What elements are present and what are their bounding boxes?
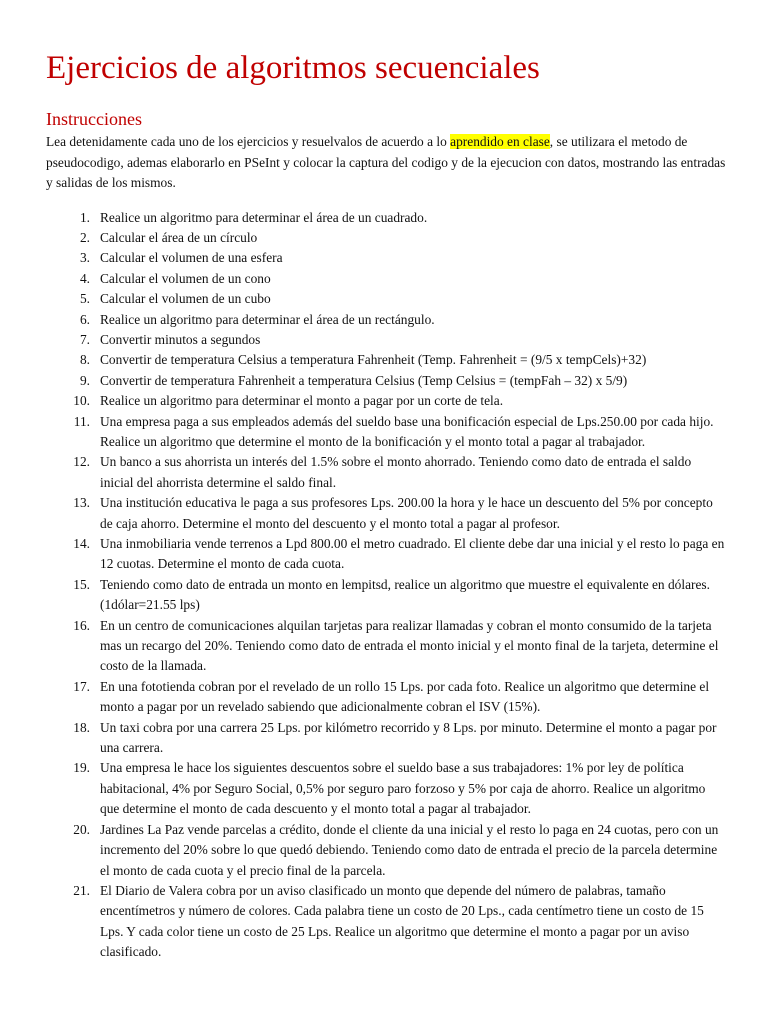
intro-paragraph	[46, 132, 726, 194]
list-item-number-column	[46, 391, 100, 411]
list-item-number: 14.	[73, 536, 90, 551]
list-item-text: Un taxi cobra por una carrera 25 Lps. por kilómetro recorrido y 8 Lps. por minuto. Determine el monto a pagar por una carrera.	[100, 719, 717, 756]
list-item-number-column	[46, 534, 100, 575]
list-item-number: 11.	[73, 413, 90, 429]
list-item-number: 1.	[79, 209, 90, 225]
list-item-number-column	[46, 718, 100, 759]
list-item	[46, 208, 726, 228]
list-item-number-column	[46, 330, 100, 350]
list-item-number: 5.	[79, 291, 90, 307]
list-item	[46, 575, 726, 616]
list-item	[46, 718, 726, 759]
list-item-number: 10.	[73, 393, 90, 409]
list-item	[46, 534, 726, 575]
list-item-number: 19.	[73, 760, 90, 776]
list-item-number-column	[46, 881, 100, 963]
list-item-number-column	[46, 350, 100, 370]
list-item-number: 13.	[73, 495, 90, 511]
list-item-number-column	[46, 228, 100, 248]
list-item-number: 21.	[73, 882, 90, 898]
list-item-number-column	[46, 248, 100, 268]
list-item-text: Una empresa le hace los siguientes descuentos sobre el sueldo base a sus trabajadores: 1% por ley de política habitacional, 4% por Seguro Social, 0,5% por seguro paro forzoso y 5% por caja de ahorro. Realice un algoritmo que determine el monto de cada descuento y el monto total a pagar al trabajador.	[100, 760, 706, 817]
list-item-text: En un centro de comunicaciones alquilan tarjetas para realizar llamadas y cobran el monto consumido de la tarjeta mas un recargo del 20%. Teniendo como dato de entrada el monto inicial y el monto final de la tarjeta, determine el costo de la llamada.	[100, 617, 719, 674]
list-item-number: 17.	[73, 678, 90, 694]
list-item	[46, 758, 726, 819]
exercise-list	[46, 208, 726, 963]
list-item	[46, 616, 726, 677]
list-item	[46, 269, 726, 289]
intro-highlight: aprendido en clase	[450, 134, 550, 149]
list-item-number: 6.	[79, 311, 90, 327]
list-item	[46, 412, 726, 453]
list-item	[46, 391, 726, 411]
list-item-text: Calcular el volumen de un cubo	[100, 291, 271, 307]
list-item	[46, 350, 726, 370]
list-item-number-column	[46, 208, 100, 228]
list-item-text: Calcular el volumen de una esfera	[100, 250, 283, 266]
list-item-number-column	[46, 289, 100, 309]
list-item-number: 3.	[79, 250, 90, 266]
list-item-number-column	[46, 269, 100, 289]
page-title: Ejercicios de algoritmos secuenciales	[46, 50, 540, 86]
list-item-text: Una institución educativa le paga a sus profesores Lps. 200.00 la hora y le hace un descuento del 5% por concepto de caja ahorro. Determine el monto del descuento y el monto total a pagar al profesor.	[100, 495, 713, 531]
list-item-number: 20.	[73, 821, 90, 837]
list-item-text: Convertir minutos a segundos	[100, 331, 261, 347]
list-item-number-column	[46, 758, 100, 819]
list-item-text: Teniendo como dato de entrada un monto en lempitsd, realice un algoritmo que muestre el equivalente en dólares. (1dólar=21.55 lps)	[100, 576, 710, 613]
list-item-text: Realice un algoritmo para determinar el área de un rectángulo.	[100, 311, 435, 327]
list-item-number: 9.	[79, 372, 90, 388]
list-item	[46, 289, 726, 309]
list-item-text: Calcular el área de un círculo	[100, 229, 258, 245]
list-item-text: Jardines La Paz vende parcelas a crédito, donde el cliente da una inicial y el resto lo paga en 24 cuotas, pero con un incremento del 20% sobre lo que quedó debiendo. Teniendo como dato de entrada el precio de la parcela determine el monto de cada cuota y el precio final de la parcela.	[100, 821, 719, 878]
list-item-number: 4.	[79, 270, 90, 286]
list-item-number: 16.	[73, 617, 90, 633]
list-item-text: Realice un algoritmo para determinar el área de un cuadrado.	[100, 209, 428, 225]
list-item-text: Realice un algoritmo para determinar el monto a pagar por un corte de tela.	[100, 393, 504, 409]
list-item-number-column	[46, 452, 100, 493]
section-heading: Instrucciones	[46, 109, 142, 129]
list-item-text: Convertir de temperatura Fahrenheit a temperatura Celsius (Temp Celsius = (tempFah – 32) x 5/9)	[100, 372, 628, 388]
list-item	[46, 452, 726, 493]
list-item-text: Una empresa paga a sus empleados además del sueldo base una bonificación especial de Lps.250.00 por cada hijo. Realice un algoritmo que determine el monto de la bonificación y el monto total a pagar al trabajador.	[100, 413, 714, 449]
list-item-number: 2.	[79, 229, 90, 245]
list-item-text: Una inmobiliaria vende terrenos a Lpd 800.00 el metro cuadrado. El cliente debe dar una inicial y el resto lo paga en 12 cuotas. Determine el monto de cada cuota.	[100, 536, 725, 572]
list-item-number: 18.	[73, 719, 90, 735]
list-item-number-column	[46, 575, 100, 616]
document-page	[46, 48, 726, 963]
list-item	[46, 330, 726, 350]
list-item-text: El Diario de Valera cobra por un aviso clasificado un monto que depende del número de palabras, tamaño encentímetros y número de colores. Cada palabra tiene un costo de 20 Lps., cada centímetro tiene un costo de 15 Lps. Y cada color tiene un costo de 25 Lps. Realice un algoritmo que determine el monto a pagar por un aviso clasificado.	[100, 882, 704, 960]
list-item-number-column	[46, 493, 100, 534]
list-item	[46, 371, 726, 391]
list-item	[46, 881, 726, 963]
list-item	[46, 228, 726, 248]
list-item-text: Un banco a sus ahorrista un interés del 1.5% sobre el monto ahorrado. Teniendo como dato de entrada el saldo inicial del ahorrista determine el saldo final.	[100, 454, 692, 490]
list-item-number-column	[46, 412, 100, 453]
list-item-number-column	[46, 310, 100, 330]
list-item-number-column	[46, 616, 100, 677]
list-item-text: Calcular el volumen de un cono	[100, 270, 271, 286]
list-item-text: En una fototienda cobran por el revelado de un rollo 15 Lps. por cada foto. Realice un algoritmo que determine el monto a pagar por un revelado sabiendo que adicionalmente cobran el ISV (15%).	[100, 678, 710, 715]
list-item-number-column	[46, 371, 100, 391]
intro-text-after: , se utilizara el metodo de pseudocodigo, ademas elaborarlo en PSeInt y colocar la captura del codigo y de la ejecucion con datos, mostrando las entradas y salidas de los mismos.	[46, 134, 726, 190]
list-item-number: 15.	[73, 576, 90, 592]
list-item	[46, 310, 726, 330]
list-item	[46, 820, 726, 881]
list-item-number: 8.	[79, 352, 90, 368]
intro-text-before: Lea detenidamente cada uno de los ejercicios y resuelvalos de acuerdo a lo	[46, 134, 451, 149]
list-item	[46, 493, 726, 534]
list-item-number: 12.	[73, 454, 90, 470]
list-item-number: 7.	[79, 331, 90, 347]
list-item-number-column	[46, 820, 100, 881]
list-item-text: Convertir de temperatura Celsius a temperatura Fahrenheit (Temp. Fahrenheit = (9/5 x tempCels)+32)	[100, 352, 647, 368]
list-item	[46, 248, 726, 268]
list-item	[46, 677, 726, 718]
list-item-number-column	[46, 677, 100, 718]
